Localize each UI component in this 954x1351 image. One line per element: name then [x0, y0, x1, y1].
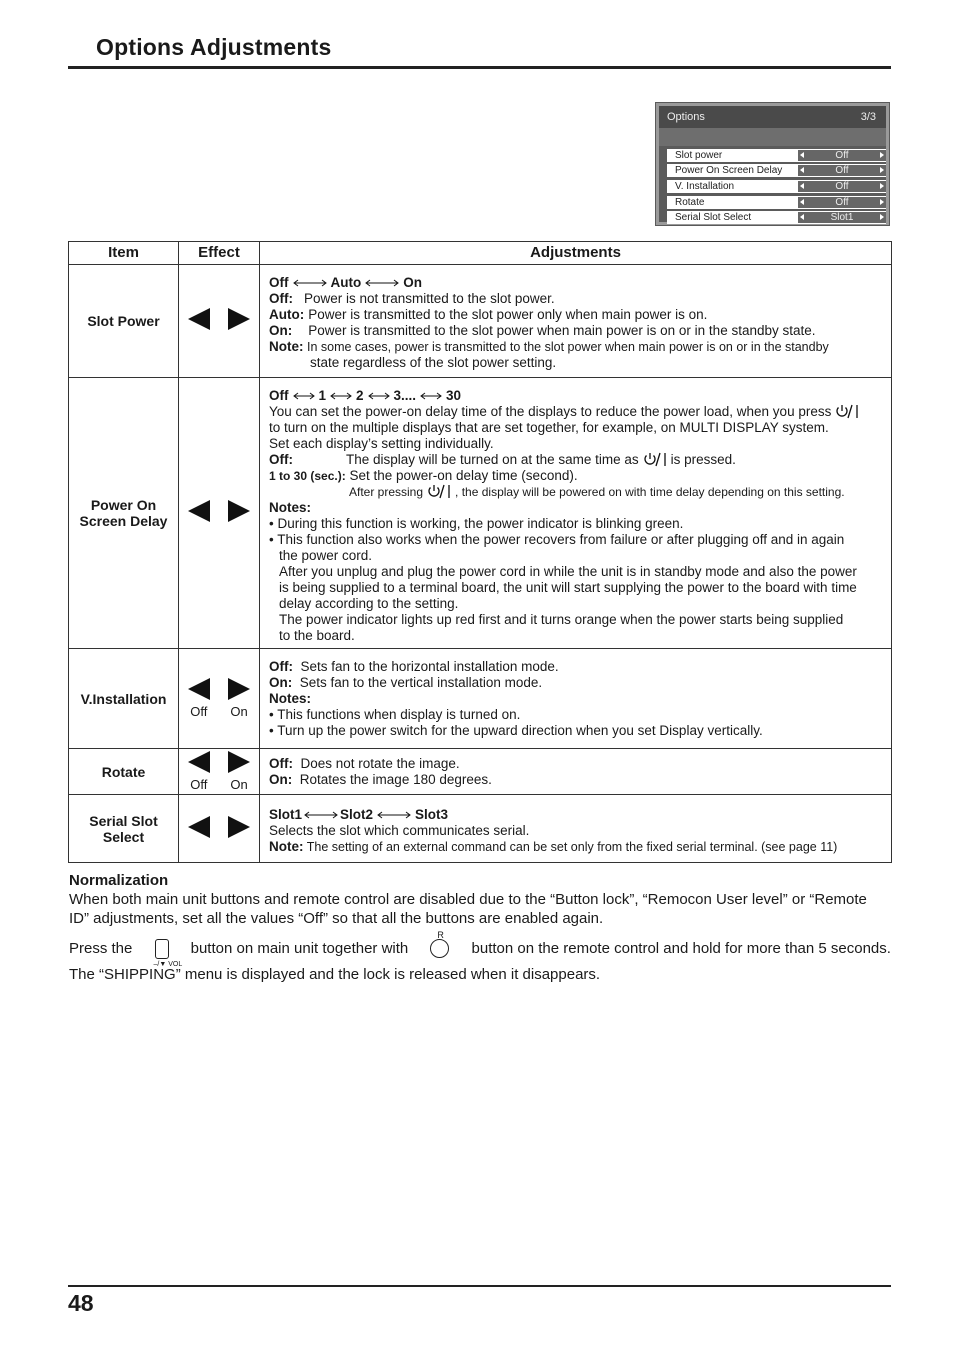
effect-serial-slot — [179, 795, 260, 863]
double-arrow-icon — [293, 392, 315, 400]
label-range: 1 to 30 (sec.): — [269, 469, 346, 483]
right-triangle-icon — [228, 308, 250, 330]
left-arrow-icon — [800, 214, 804, 220]
left-arrow-icon — [800, 199, 804, 205]
seq-1: 1 — [318, 388, 327, 403]
seq-2: 2 — [356, 388, 364, 403]
double-arrow-icon — [304, 811, 338, 819]
slot-power-sequence — [269, 275, 882, 291]
left-arrow-icon — [800, 152, 804, 158]
text-note: In some cases, power is transmitted to the slot power when main power is on or in the standby — [306, 340, 829, 354]
text-on: Power is transmitted to the slot power when main power is on or in the standby state. — [308, 323, 816, 338]
double-arrow-icon — [420, 392, 442, 400]
osd-body — [659, 146, 886, 222]
header-adjustments: Adjustments — [260, 242, 892, 265]
text-off: Does not rotate the image. — [300, 756, 460, 771]
double-arrow-icon — [377, 811, 411, 819]
row-serial-slot — [69, 795, 892, 863]
left-arrow-icon — [800, 183, 804, 189]
serial-sequence — [269, 807, 882, 823]
serial-desc: Selects the slot which communicates serial. — [269, 823, 530, 838]
label-on: On: — [269, 323, 293, 338]
label-off: Off: — [269, 659, 293, 674]
row-power-on-delay — [69, 378, 892, 649]
note-1: • This functions when display is turned on. — [269, 707, 521, 722]
delay-range — [269, 468, 882, 484]
page-title: Options Adjustments — [96, 34, 332, 60]
normalization-p1b: ID” adjustments, set all the values “Off” so that all the buttons are enabled again. — [69, 910, 604, 927]
label-off: Off: — [269, 452, 293, 467]
label-auto: Auto: — [269, 307, 305, 322]
label-on: On: — [269, 772, 293, 787]
osd-header — [659, 106, 886, 128]
label-notes: Notes: — [269, 500, 312, 515]
item-power-on-delay: Power On Screen Delay — [69, 378, 179, 649]
osd-row-value — [798, 150, 886, 161]
options-osd-menu — [655, 102, 890, 226]
vol-label: –/▼ VOL — [153, 961, 183, 968]
osd-row-label: Rotate — [675, 197, 705, 208]
text-range: Set the power-on delay time (second). — [349, 468, 578, 483]
intro-text: You can set the power-on delay time of the displays to reduce the power load, when you press — [269, 404, 832, 419]
effect-label-off: Off — [190, 777, 208, 792]
adjustments-v-installation — [260, 649, 892, 749]
osd-row-label: Slot power — [675, 150, 723, 161]
normalization-press-line — [69, 930, 891, 968]
note-4: The power indicator lights up red first and it turns orange when the power starts being supplied — [279, 612, 844, 627]
vinst-on — [269, 675, 882, 691]
left-triangle-icon — [188, 816, 210, 838]
effect-label-on: On — [230, 777, 248, 792]
osd-row-slot-power — [667, 149, 886, 162]
text-off: Power is not transmitted to the slot power. — [304, 291, 555, 306]
row-rotate — [69, 749, 892, 795]
page-number: 48 — [68, 1290, 94, 1316]
slot-power-on — [269, 323, 882, 339]
right-triangle-icon — [228, 500, 250, 522]
effect-power-on-delay — [179, 378, 260, 649]
note-2-cont: the power cord. — [279, 548, 373, 563]
right-arrow-icon — [880, 183, 884, 189]
osd-value-text: Off — [835, 197, 849, 208]
normalization-section — [69, 871, 891, 984]
r-button-icon — [430, 930, 449, 958]
effect-rotate — [179, 749, 260, 795]
osd-row-rotate — [667, 196, 886, 209]
slot-power-note — [269, 339, 882, 355]
note-1: • During this function is working, the power indicator is blinking green. — [269, 516, 684, 531]
left-arrow-icon — [800, 167, 804, 173]
right-triangle-icon — [228, 751, 250, 773]
seq-on: On — [403, 275, 422, 290]
osd-row-label: Serial Slot Select — [675, 212, 752, 223]
delay-after — [269, 484, 882, 500]
label-note: Note: — [269, 839, 304, 854]
double-arrow-icon — [365, 279, 399, 287]
osd-row-label: Power On Screen Delay — [675, 165, 783, 176]
osd-band — [659, 128, 886, 146]
left-triangle-icon — [188, 500, 210, 522]
text-after-2: , the display will be powered on with time delay depending on this setting. — [455, 485, 845, 499]
osd-value-text: Off — [835, 181, 849, 192]
power-standby-icon — [834, 404, 860, 419]
delay-intro-1 — [269, 404, 882, 420]
adjustments-slot-power — [260, 265, 892, 378]
osd-value-text: Off — [835, 150, 849, 161]
text-off: Sets fan to the horizontal installation mode. — [300, 659, 559, 674]
left-triangle-icon — [188, 751, 210, 773]
options-table — [68, 241, 892, 863]
left-triangle-icon — [188, 678, 210, 700]
osd-page: 3/3 — [860, 111, 876, 123]
text-note-cont: state regardless of the slot power setting. — [310, 355, 557, 370]
item-slot-power: Slot Power — [69, 265, 179, 378]
adjustments-power-on-delay — [260, 378, 892, 649]
left-triangle-icon — [188, 308, 210, 330]
osd-value-text: Off — [835, 165, 849, 176]
osd-row-label: V. Installation — [675, 181, 735, 192]
label-note: Note: — [269, 339, 304, 354]
vol-down-button-icon — [153, 939, 183, 968]
delay-sequence — [269, 388, 882, 404]
label-off: Off: — [269, 291, 293, 306]
seq-3: 3.... — [393, 388, 417, 403]
text-note: The setting of an external command can be set only from the fixed serial terminal. (see page 11) — [306, 840, 838, 854]
seq-off: Off — [269, 275, 289, 290]
effect-slot-power — [179, 265, 260, 378]
note-3-cont: is being supplied to a terminal board, the unit will start supplying the power to the board with time — [279, 580, 857, 595]
normalization-p1a: When both main unit buttons and remote control are disabled due to the “Button lock”, “Remocon User level” or “Remote — [69, 891, 867, 908]
label-on: On: — [269, 675, 293, 690]
right-arrow-icon — [880, 167, 884, 173]
effect-v-installation — [179, 649, 260, 749]
vinst-off — [269, 659, 882, 675]
slot-power-auto — [269, 307, 882, 323]
label-off: Off: — [269, 756, 293, 771]
osd-row-power-on-delay — [667, 164, 886, 177]
text-auto: Power is transmitted to the slot power only when main power is on. — [308, 307, 708, 322]
double-arrow-icon — [330, 392, 352, 400]
adjustments-rotate — [260, 749, 892, 795]
item-serial-slot: Serial Slot Select — [69, 795, 179, 863]
r-label: R — [437, 930, 444, 940]
effect-label-off: Off — [190, 704, 208, 719]
press-text-2: button on main unit together with — [190, 940, 409, 957]
right-arrow-icon — [880, 199, 884, 205]
title-rule — [68, 66, 891, 69]
osd-row-serial-slot — [667, 211, 886, 224]
note-3-cont-2: delay according to the setting. — [279, 596, 459, 611]
rotate-on — [269, 772, 882, 788]
osd-title: Options — [667, 111, 705, 123]
power-standby-icon — [642, 452, 668, 467]
text-off-2: is pressed. — [670, 452, 736, 467]
seq-30: 30 — [446, 388, 462, 403]
text-on: Rotates the image 180 degrees. — [299, 772, 492, 787]
osd-row-value — [798, 197, 886, 208]
delay-off — [269, 452, 882, 468]
bottom-rule — [68, 1285, 891, 1287]
seq-slot2: Slot2 — [340, 807, 374, 822]
note-2: • Turn up the power switch for the upward direction when you set Display vertically. — [269, 723, 763, 738]
header-item: Item — [69, 242, 179, 265]
item-rotate: Rotate — [69, 749, 179, 795]
slot-power-off — [269, 291, 882, 307]
adjustments-serial-slot — [260, 795, 892, 863]
osd-row-value — [798, 212, 886, 223]
press-text-1: Press the — [69, 940, 133, 957]
note-4-cont: to the board. — [279, 628, 355, 643]
normalization-heading: Normalization — [69, 872, 169, 889]
right-triangle-icon — [228, 678, 250, 700]
note-2: • This function also works when the power recovers from failure or after plugging off and in again — [269, 532, 845, 547]
power-standby-icon — [426, 484, 452, 499]
effect-label-on: On — [230, 704, 248, 719]
label-notes: Notes: — [269, 691, 312, 706]
osd-row-value — [798, 165, 886, 176]
osd-value-text: Slot1 — [830, 212, 854, 223]
row-v-installation — [69, 649, 892, 749]
intro-text-2: to turn on the multiple displays that are set together, for example, on MULTI DISPLAY system. — [269, 420, 829, 435]
serial-note — [269, 839, 882, 855]
seq-auto: Auto — [330, 275, 362, 290]
seq-slot1: Slot1 — [269, 807, 303, 822]
right-arrow-icon — [880, 152, 884, 158]
rotate-off — [269, 756, 882, 772]
header-effect: Effect — [179, 242, 260, 265]
text-after-1: After pressing — [349, 485, 424, 499]
right-arrow-icon — [880, 214, 884, 220]
double-arrow-icon — [293, 279, 327, 287]
intro-text-3: Set each display’s setting individually. — [269, 436, 494, 451]
osd-row-v-installation — [667, 180, 886, 193]
right-triangle-icon — [228, 816, 250, 838]
double-arrow-icon — [368, 392, 390, 400]
normalization-p3: The “SHIPPING” menu is displayed and the lock is released when it disappears. — [69, 966, 601, 983]
row-slot-power — [69, 265, 892, 378]
press-text-3: button on the remote control and hold for more than 5 seconds. — [471, 940, 891, 957]
note-3: After you unplug and plug the power cord in while the unit is in standby mode and also the power — [279, 564, 857, 579]
osd-row-value — [798, 181, 886, 192]
item-v-installation: V.Installation — [69, 649, 179, 749]
seq-slot3: Slot3 — [415, 807, 449, 822]
text-off-1: The display will be turned on at the same time as — [346, 452, 639, 467]
seq-off: Off — [269, 388, 289, 403]
text-on: Sets fan to the vertical installation mode. — [299, 675, 543, 690]
